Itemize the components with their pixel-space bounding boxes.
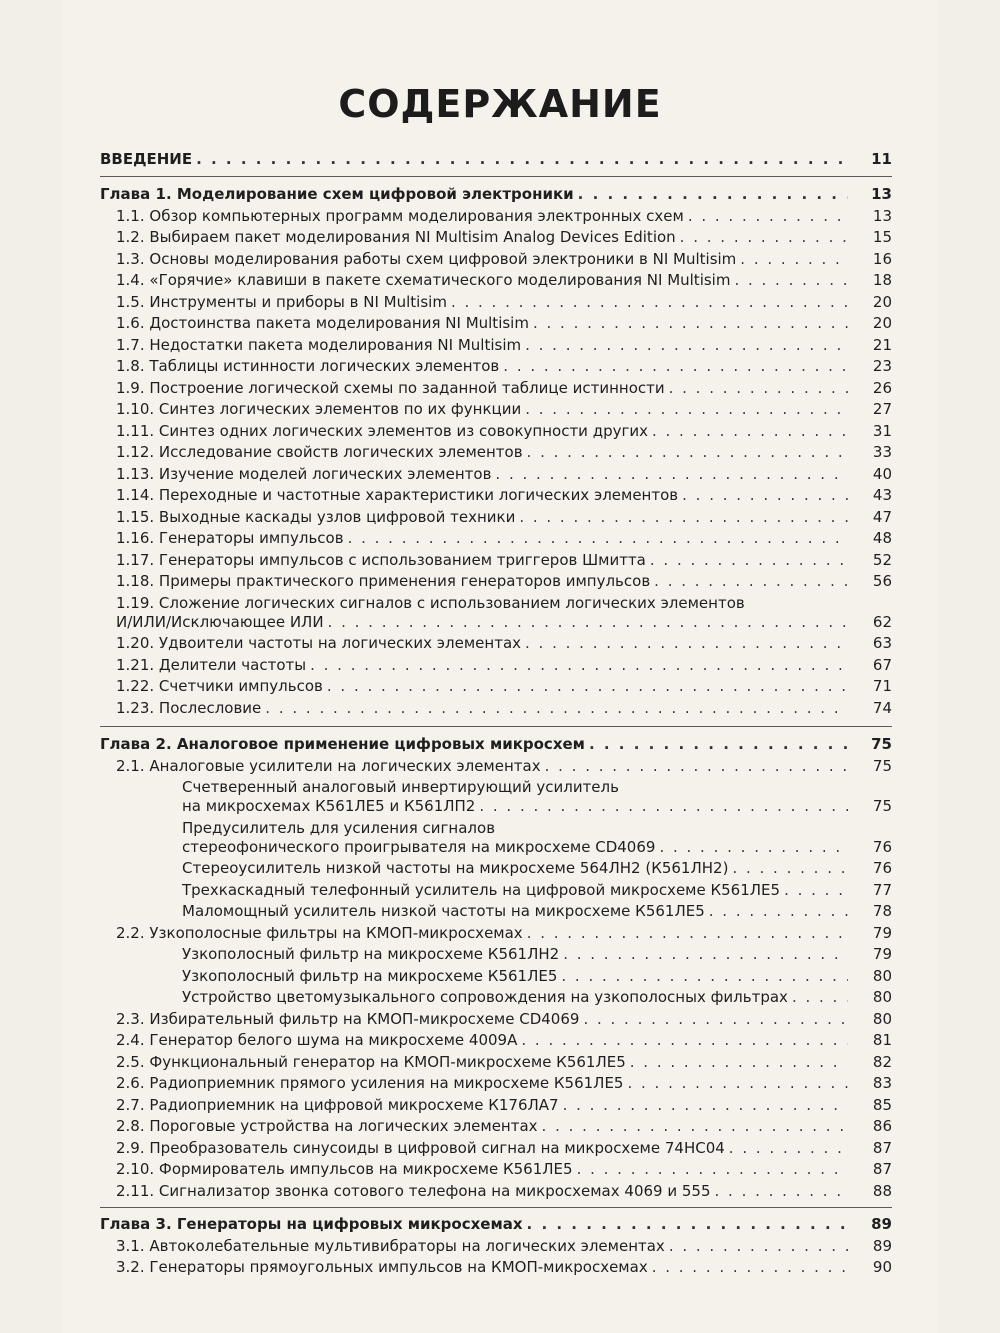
dot-leader — [669, 379, 848, 397]
toc-entry — [100, 965, 892, 985]
dot-leader — [563, 1096, 848, 1114]
toc-entry — [100, 248, 892, 268]
toc-entry — [100, 900, 892, 920]
toc-page-number: 80 — [872, 1009, 892, 1028]
toc-entry-label: на микросхемах К561ЛЕ5 и К561ЛП2 — [182, 797, 476, 815]
dot-leader — [527, 924, 848, 942]
toc-entry-label: 1.10. Синтез логических элементов по их функции — [116, 400, 522, 418]
dot-leader — [479, 797, 848, 815]
dot-leader — [545, 757, 848, 775]
toc-entry — [100, 355, 892, 375]
toc-entry — [100, 527, 892, 547]
toc-entry-label: Маломощный усилитель низкой частоты на микросхеме К561ЛЕ5 — [182, 902, 705, 920]
toc-entry-label: стереофонического проигрывателя на микросхеме CD4069 — [182, 837, 656, 856]
toc-entry-label: 1.3. Основы моделирования работы схем цифровой электроники в NI Multisim — [116, 249, 737, 268]
toc-page-number: 56 — [872, 572, 892, 590]
toc-page-number: 11 — [871, 150, 892, 168]
dot-leader — [652, 1258, 848, 1276]
toc-page-number: 13 — [872, 206, 892, 225]
toc-page-number: 48 — [872, 529, 892, 547]
toc-entry-label-line1: Счетверенный аналоговый инвертирующий усилитель — [182, 778, 619, 796]
dot-leader — [630, 1053, 848, 1071]
dot-leader — [327, 677, 848, 695]
divider — [100, 1207, 892, 1208]
toc-entry-label: 1.11. Синтез одних логических элементов из совокупности других — [116, 421, 648, 440]
toc-entry-label: 2.11. Сигнализатор звонка сотового телефона на микросхемах 4069 и 555 — [116, 1181, 711, 1200]
toc-entry — [100, 334, 892, 354]
toc-entry — [100, 1256, 892, 1276]
toc-entry — [100, 1137, 892, 1157]
toc-entry — [100, 1029, 892, 1049]
toc-page-number: 67 — [872, 655, 892, 674]
toc-chapter-1 — [100, 183, 892, 203]
toc-entry — [100, 943, 892, 963]
toc-entry-label: 1.14. Переходные и частотные характеристики логических элементов — [116, 486, 679, 504]
toc-entry-label: 1.1. Обзор компьютерных программ моделирования электронных схем — [116, 206, 684, 225]
dot-leader — [561, 967, 848, 985]
toc-entry — [100, 697, 892, 717]
toc-entry-label: 1.4. «Горячие» клавиши в пакете схематического моделирования NI Multisim — [116, 271, 731, 289]
toc-entry — [100, 922, 892, 942]
dot-leader — [533, 314, 848, 332]
toc-page-number: 62 — [872, 612, 892, 631]
toc-entry — [100, 1180, 892, 1200]
dot-leader — [669, 1237, 848, 1255]
dot-leader — [563, 945, 848, 963]
toc-entry — [100, 291, 892, 311]
dot-leader — [525, 634, 848, 652]
toc-entry-label: 2.2. Узкополосные фильтры на КМОП-микросхемах — [116, 923, 523, 942]
toc-page-number: 47 — [872, 507, 892, 526]
toc-page-number: 75 — [872, 797, 892, 815]
toc-entry — [100, 484, 892, 504]
toc-page-number: 83 — [872, 1074, 892, 1092]
toc-page-number: 78 — [872, 902, 892, 920]
toc-page-number: 43 — [872, 486, 892, 504]
toc-entry-label: Узкополосный фильтр на микросхеме К561ЛН2 — [182, 945, 560, 963]
toc-entry-label: 1.21. Делители частоты — [116, 655, 307, 674]
dot-leader — [784, 881, 848, 899]
toc-page-number: 52 — [872, 550, 892, 569]
toc-page-number: 88 — [872, 1181, 892, 1200]
toc-entry-label: 2.3. Избирательный фильтр на КМОП-микросхеме CD4069 — [116, 1009, 580, 1028]
toc-entry-label: 2.10. Формирователь импульсов на микросхеме К561ЛЕ5 — [116, 1160, 573, 1178]
dot-leader — [589, 735, 848, 753]
dot-leader — [652, 422, 848, 440]
dot-leader — [265, 699, 848, 717]
toc-page-number: 89 — [872, 1236, 892, 1255]
dot-leader — [503, 357, 848, 375]
toc-entry — [100, 836, 892, 856]
toc-page-number: 18 — [872, 271, 892, 289]
toc-entry-label: Стереоусилитель низкой частоты на микросхеме 564ЛН2 (К561ЛН2) — [182, 859, 729, 877]
toc-page-number: 27 — [872, 400, 892, 418]
dot-leader — [519, 508, 848, 526]
toc-entry — [100, 632, 892, 652]
dot-leader — [734, 271, 848, 289]
toc-entry — [100, 312, 892, 332]
toc-page-number: 79 — [872, 945, 892, 963]
dot-leader — [196, 150, 848, 168]
dot-leader — [521, 1031, 848, 1049]
toc-page-number: 86 — [872, 1117, 892, 1135]
toc-entry-label: И/ИЛИ/Исключающее ИЛИ — [116, 612, 324, 631]
dot-leader — [792, 988, 848, 1006]
divider — [100, 726, 892, 727]
toc-entry-label: 1.2. Выбираем пакет моделирования NI Multisim Analog Devices Edition — [116, 228, 676, 246]
toc-entry-label: 3.1. Автоколебательные мультивибраторы на логических элементах — [116, 1236, 665, 1255]
dot-leader — [732, 859, 848, 877]
toc-page-number: 74 — [872, 698, 892, 717]
toc-page-number: 75 — [872, 756, 892, 775]
dot-leader — [583, 1010, 848, 1028]
toc-entry-label: 2.6. Радиоприемник прямого усиления на микросхеме К561ЛЕ5 — [116, 1074, 624, 1092]
toc-entry-label: 1.7. Недостатки пакета моделирования NI Multisim — [116, 335, 522, 354]
toc-entry — [100, 755, 892, 775]
toc-entry — [100, 205, 892, 225]
toc-entry-label: Устройство цветомузыкального сопровождения на узкополосных фильтрах — [182, 988, 788, 1006]
toc-entry — [100, 269, 892, 289]
toc-entry-label: 1.8. Таблицы истинности логических элементов — [116, 357, 500, 375]
dot-leader — [451, 293, 848, 311]
toc-entry — [100, 857, 892, 877]
toc-entry — [100, 986, 892, 1006]
toc-entry — [100, 1072, 892, 1092]
toc-page-number: 76 — [872, 837, 892, 856]
dot-leader — [495, 465, 848, 483]
toc-entry-label: 3.2. Генераторы прямоугольных импульсов на КМОП-микросхемах — [116, 1258, 648, 1276]
toc-page-number: 40 — [872, 464, 892, 483]
dot-leader — [682, 486, 848, 504]
toc-page-number: 23 — [872, 357, 892, 375]
toc-page-number: 63 — [872, 634, 892, 652]
toc-entry-label: 1.23. Послесловие — [116, 698, 262, 717]
toc-entry — [100, 1094, 892, 1114]
toc-entry-label: 1.18. Примеры практического применения генераторов импульсов — [116, 572, 651, 590]
toc-entry-label: 1.12. Исследование свойств логических элементов — [116, 443, 523, 461]
toc-entry-label: 1.16. Генераторы импульсов — [116, 529, 344, 547]
toc-page-number: 87 — [872, 1160, 892, 1178]
toc-entry-label: 2.4. Генератор белого шума на микросхеме 4009А — [116, 1031, 518, 1049]
toc-entry — [100, 226, 892, 246]
dot-leader — [525, 400, 848, 418]
toc-page-number: 15 — [872, 228, 892, 246]
toc-entry-label: 1.9. Построение логической схемы по заданной таблице истинности — [116, 378, 665, 397]
toc-entry-label: Глава 2. Аналоговое применение цифровых микросхем — [100, 735, 585, 753]
toc-page-number: 21 — [872, 335, 892, 354]
dot-leader — [650, 551, 848, 569]
toc-page-number: 75 — [871, 735, 892, 753]
toc-page-number: 80 — [872, 988, 892, 1006]
toc-entry — [100, 1158, 892, 1178]
toc-entry-label: 2.8. Пороговые устройства на логических элементах — [116, 1117, 538, 1135]
dot-leader — [688, 207, 848, 225]
toc-entry-label: 2.9. Преобразователь синусоиды в цифровой сигнал на микросхеме 74НС04 — [116, 1138, 725, 1157]
toc-entry-label: Трехкаскадный телефонный усилитель на цифровой микросхеме К561ЛЕ5 — [182, 880, 781, 899]
toc-page-number: 26 — [872, 378, 892, 397]
toc-entry — [100, 1051, 892, 1071]
dot-leader — [709, 902, 848, 920]
toc-entry — [100, 549, 892, 569]
toc-entry — [100, 879, 892, 899]
toc-entry — [100, 1235, 892, 1255]
toc-entry-label: 1.17. Генераторы импульсов с использованием триггеров Шмитта — [116, 550, 646, 569]
toc-page-number: 80 — [872, 966, 892, 985]
toc-entry-label: 1.20. Удвоители частоты на логических элементах — [116, 634, 522, 652]
toc-entry-label: 1.5. Инструменты и приборы в NI Multisim — [116, 292, 447, 311]
dot-leader — [729, 1139, 848, 1157]
dot-leader — [578, 185, 848, 203]
dot-leader — [348, 529, 848, 547]
toc-entry — [100, 1008, 892, 1028]
toc-entry — [100, 1115, 892, 1135]
dot-leader — [525, 336, 848, 354]
toc-page-number: 77 — [872, 880, 892, 899]
toc-entry — [100, 398, 892, 418]
toc-chapter-3 — [100, 1213, 892, 1233]
toc-entry-label: Глава 1. Моделирование схем цифровой электроники — [100, 185, 574, 203]
toc-page-number: 89 — [871, 1215, 892, 1233]
toc-entry — [100, 570, 892, 590]
toc-page-number: 85 — [872, 1095, 892, 1114]
toc-entry — [100, 654, 892, 674]
toc-entry-label: 1.13. Изучение моделей логических элементов — [116, 464, 492, 483]
toc-entry-label: ВВЕДЕНИЕ — [100, 150, 193, 168]
toc-page-number: 76 — [872, 859, 892, 877]
dot-leader — [740, 250, 848, 268]
dot-leader — [627, 1074, 848, 1092]
toc-page-number: 20 — [872, 292, 892, 311]
dot-leader — [527, 443, 848, 461]
dot-leader — [527, 1215, 848, 1233]
toc-entry-label: Глава 3. Генераторы на цифровых микросхемах — [100, 1215, 523, 1233]
toc-entry — [100, 463, 892, 483]
toc-entry-label: 2.7. Радиоприемник на цифровой микросхеме К176ЛА7 — [116, 1095, 559, 1114]
toc-entry — [100, 675, 892, 695]
toc-page-number: 31 — [872, 421, 892, 440]
toc-entry — [100, 506, 892, 526]
toc-page-number: 71 — [872, 677, 892, 695]
toc-entry — [100, 611, 892, 631]
toc-page-number: 13 — [871, 185, 892, 203]
toc-page-number: 20 — [872, 314, 892, 332]
toc-page-number: 90 — [872, 1258, 892, 1276]
dot-leader — [577, 1160, 848, 1178]
toc-page-number: 79 — [872, 923, 892, 942]
toc-entry-label: Узкополосный фильтр на микросхеме К561ЛЕ5 — [182, 966, 558, 985]
toc-entry-label: 2.1. Аналоговые усилители на логических элементах — [116, 756, 541, 775]
toc-entry — [100, 420, 892, 440]
toc-entry-label: 1.15. Выходные каскады узлов цифровой техники — [116, 507, 516, 526]
divider — [100, 176, 892, 177]
dot-leader — [542, 1117, 848, 1135]
toc-entry — [100, 441, 892, 461]
toc-entry-label: 1.22. Счетчики импульсов — [116, 677, 323, 695]
page-title: СОДЕРЖАНИЕ — [338, 82, 662, 126]
toc-entry-label: 1.6. Достоинства пакета моделирования NI Multisim — [116, 314, 529, 332]
toc-entry-label-line1: 1.19. Сложение логических сигналов с использованием логических элементов — [116, 593, 745, 612]
dot-leader — [680, 228, 848, 246]
toc-intro — [100, 148, 892, 168]
toc-chapter-2 — [100, 733, 892, 753]
toc-page-number: 82 — [872, 1052, 892, 1071]
dot-leader — [654, 572, 848, 590]
toc-page-number: 16 — [872, 249, 892, 268]
toc-page-number: 33 — [872, 443, 892, 461]
dot-leader — [659, 838, 848, 856]
toc-entry — [100, 795, 892, 815]
toc-entry-label-line1: Предусилитель для усиления сигналов — [182, 818, 496, 837]
toc-page-number: 81 — [872, 1031, 892, 1049]
toc-entry — [100, 377, 892, 397]
toc-entry-label: 2.5. Функциональный генератор на КМОП-микросхеме К561ЛЕ5 — [116, 1052, 626, 1071]
dot-leader — [310, 656, 848, 674]
dot-leader — [715, 1182, 849, 1200]
toc-page-number: 87 — [872, 1138, 892, 1157]
dot-leader — [328, 613, 848, 631]
